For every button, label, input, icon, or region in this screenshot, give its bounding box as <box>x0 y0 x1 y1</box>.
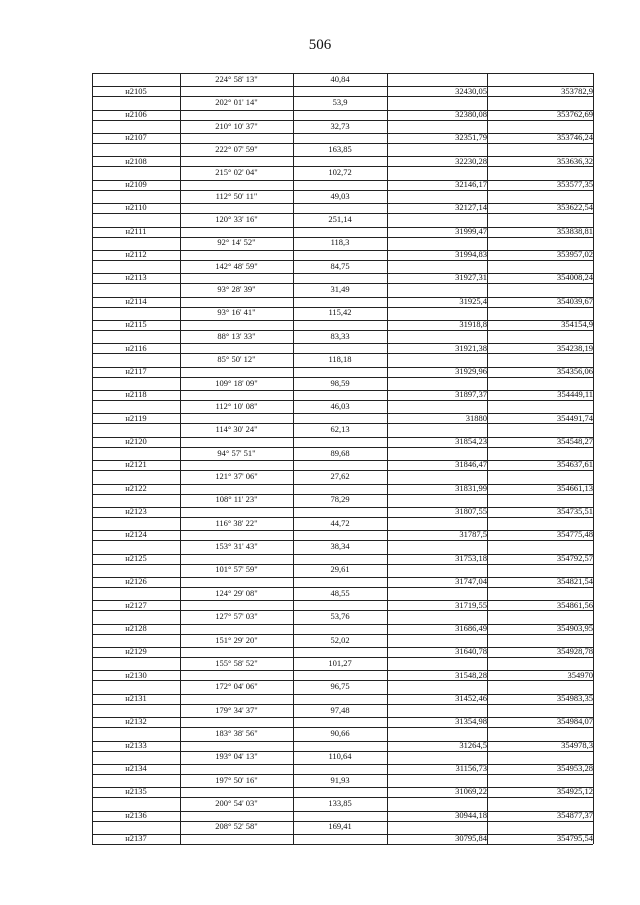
coordinate-y: 354637,61 <box>556 459 593 470</box>
coordinate-y: 353838,81 <box>556 225 593 236</box>
page-number: 506 <box>308 37 332 53</box>
coordinate-x: 31925,4 <box>459 295 487 306</box>
segment-length: 163,85 <box>328 143 352 154</box>
point-name: н2124 <box>125 529 147 540</box>
coordinate-x: 31753,18 <box>455 552 487 563</box>
point-name: н2128 <box>125 622 147 633</box>
segment-length: 84,75 <box>330 260 350 271</box>
coordinate-y: 353782,9 <box>561 85 593 96</box>
segment-length: 83,33 <box>330 330 350 341</box>
coordinate-y: 354953,28 <box>556 763 593 774</box>
coordinate-y: 354861,56 <box>556 599 593 610</box>
coordinate-x: 30944,18 <box>455 809 487 820</box>
direction-angle: 92° 14' 52" <box>217 237 256 248</box>
coordinate-y: 353636,32 <box>556 155 593 166</box>
coordinate-y: 354925,12 <box>556 786 593 797</box>
direction-angle: 224° 58' 13" <box>215 73 258 84</box>
direction-angle: 127° 57' 03" <box>215 611 258 622</box>
coordinate-y: 354356,06 <box>556 365 593 376</box>
direction-angle: 202° 01' 14" <box>215 97 258 108</box>
point-name: н2117 <box>125 365 147 376</box>
coordinate-y: 354238,19 <box>556 342 593 353</box>
segment-length: 91,93 <box>330 774 350 785</box>
direction-angle: 93° 16' 41" <box>217 307 256 318</box>
coordinate-y: 353577,35 <box>556 178 593 189</box>
point-name: н2107 <box>125 132 147 143</box>
segment-length: 38,34 <box>330 541 350 552</box>
coordinate-y: 354548,27 <box>556 435 593 446</box>
point-name: н2110 <box>125 202 147 213</box>
coordinate-x: 31994,83 <box>455 249 487 260</box>
coordinate-y: 354449,11 <box>557 389 593 400</box>
segment-length: 46,03 <box>330 400 350 411</box>
coordinate-x: 31999,47 <box>455 225 487 236</box>
coordinate-y: 354775,48 <box>556 529 593 540</box>
coordinate-x: 30795,84 <box>455 833 487 844</box>
direction-angle: 93° 28' 39" <box>217 284 256 295</box>
direction-angle: 179° 34' 37" <box>215 704 258 715</box>
direction-angle: 208° 52' 58" <box>215 821 258 832</box>
coordinate-x: 31787,5 <box>459 529 487 540</box>
coordinate-y: 354903,95 <box>556 622 593 633</box>
segment-length: 78,29 <box>330 494 350 505</box>
segment-length: 102,72 <box>328 167 352 178</box>
coordinate-y: 354154,9 <box>561 319 593 330</box>
table-row-rule <box>92 844 593 845</box>
point-name: н2136 <box>125 809 147 820</box>
coordinate-x: 32380,08 <box>455 108 487 119</box>
direction-angle: 114° 30' 24" <box>215 424 258 435</box>
point-name: н2111 <box>125 225 147 236</box>
segment-length: 96,75 <box>330 681 350 692</box>
coordinate-x: 32430,05 <box>455 85 487 96</box>
segment-length: 133,85 <box>328 798 352 809</box>
point-name: н2132 <box>125 716 147 727</box>
direction-angle: 151° 29' 20" <box>215 634 258 645</box>
point-name: н2129 <box>125 646 147 657</box>
segment-length: 53,9 <box>332 97 348 108</box>
coordinate-y: 354008,24 <box>556 272 593 283</box>
coordinate-x: 31929,96 <box>455 365 487 376</box>
direction-angle: 155° 58' 52" <box>215 657 258 668</box>
direction-angle: 94° 57' 51" <box>217 447 256 458</box>
direction-angle: 85° 50' 12" <box>217 354 256 365</box>
point-name: н2119 <box>125 412 147 423</box>
coordinate-x: 31686,49 <box>455 622 487 633</box>
direction-angle: 210° 10' 37" <box>215 120 258 131</box>
segment-length: 251,14 <box>328 214 352 225</box>
direction-angle: 121° 37' 06" <box>215 471 258 482</box>
point-name: н2135 <box>125 786 147 797</box>
segment-length: 97,48 <box>330 704 350 715</box>
coordinate-y: 354735,51 <box>556 506 593 517</box>
point-name: н2106 <box>125 108 147 119</box>
coordinate-x: 31927,31 <box>455 272 487 283</box>
coordinate-x: 32146,17 <box>455 178 487 189</box>
coordinate-x: 31880 <box>465 412 487 423</box>
coordinate-y: 354792,57 <box>556 552 593 563</box>
coordinate-y: 353622,54 <box>556 202 593 213</box>
coordinate-x: 31921,38 <box>455 342 487 353</box>
direction-angle: 120° 33' 16" <box>215 214 258 225</box>
point-name: н2131 <box>125 692 147 703</box>
direction-angle: 109° 18' 09" <box>215 377 258 388</box>
coordinates-table <box>92 73 593 844</box>
coordinate-x: 31807,55 <box>455 506 487 517</box>
direction-angle: 197° 50' 16" <box>215 774 258 785</box>
direction-angle: 200° 54' 03" <box>215 798 258 809</box>
coordinate-x: 31831,99 <box>455 482 487 493</box>
segment-length: 118,18 <box>328 354 352 365</box>
point-name: н2120 <box>125 435 147 446</box>
point-name: н2114 <box>125 295 147 306</box>
coordinate-y: 353957,02 <box>556 249 593 260</box>
point-name: н2112 <box>125 249 147 260</box>
point-name: н2137 <box>125 833 147 844</box>
coordinate-y: 354978,3 <box>561 739 593 750</box>
coordinate-y: 354928,78 <box>556 646 593 657</box>
coordinate-x: 31918,8 <box>459 319 487 330</box>
segment-length: 90,66 <box>330 728 350 739</box>
direction-angle: 108° 11' 23" <box>215 494 258 505</box>
direction-angle: 112° 10' 08" <box>215 400 258 411</box>
point-name: н2133 <box>125 739 147 750</box>
coordinate-y: 353762,69 <box>556 108 593 119</box>
segment-length: 169,41 <box>328 821 352 832</box>
direction-angle: 153° 31' 43" <box>215 541 258 552</box>
coordinate-x: 31719,55 <box>455 599 487 610</box>
point-name: н2134 <box>125 763 147 774</box>
coordinate-y: 353746,24 <box>556 132 593 143</box>
segment-length: 48,55 <box>330 587 350 598</box>
direction-angle: 142° 48' 59" <box>215 260 258 271</box>
coordinate-x: 31897,37 <box>455 389 487 400</box>
point-name: н2125 <box>125 552 147 563</box>
point-name: н2108 <box>125 155 147 166</box>
point-name: н2116 <box>125 342 147 353</box>
coordinate-y: 354821,54 <box>556 576 593 587</box>
coordinate-x: 31452,46 <box>455 692 487 703</box>
direction-angle: 116° 38' 22" <box>215 517 258 528</box>
coordinate-y: 354661,13 <box>556 482 593 493</box>
point-name: н2123 <box>125 506 147 517</box>
segment-length: 89,68 <box>330 447 350 458</box>
coordinate-x: 31264,5 <box>459 739 487 750</box>
direction-angle: 88° 13' 33" <box>217 330 256 341</box>
segment-length: 118,3 <box>330 237 350 248</box>
point-name: н2122 <box>125 482 147 493</box>
coordinate-x: 32127,14 <box>455 202 487 213</box>
direction-angle: 215° 02' 04" <box>215 167 258 178</box>
coordinate-x: 31156,73 <box>455 763 487 774</box>
coordinate-y: 354877,37 <box>556 809 593 820</box>
direction-angle: 124° 29' 08" <box>215 587 258 598</box>
direction-angle: 101° 57' 59" <box>215 564 258 575</box>
coordinate-x: 32351,79 <box>455 132 487 143</box>
direction-angle: 193° 04' 13" <box>215 751 258 762</box>
point-name: н2105 <box>125 85 147 96</box>
point-name: н2118 <box>125 389 147 400</box>
point-name: н2130 <box>125 669 147 680</box>
point-name: н2126 <box>125 576 147 587</box>
coordinate-x: 31747,04 <box>455 576 487 587</box>
coordinate-y: 354984,07 <box>556 716 593 727</box>
segment-length: 53,76 <box>330 611 350 622</box>
coordinate-x: 32230,28 <box>455 155 487 166</box>
direction-angle: 183° 38' 56" <box>215 728 258 739</box>
point-name: н2113 <box>125 272 147 283</box>
coordinate-y: 354970 <box>567 669 593 680</box>
coordinate-x: 31354,98 <box>455 716 487 727</box>
segment-length: 98,59 <box>330 377 350 388</box>
direction-angle: 112° 50' 11" <box>215 190 258 201</box>
coordinate-y: 354491,74 <box>556 412 593 423</box>
coordinate-x: 31640,78 <box>455 646 487 657</box>
segment-length: 32,73 <box>330 120 350 131</box>
coordinate-x: 31846,47 <box>455 459 487 470</box>
point-name: н2109 <box>125 178 147 189</box>
point-name: н2115 <box>125 319 147 330</box>
direction-angle: 222° 07' 59" <box>215 143 258 154</box>
segment-length: 27,62 <box>330 471 350 482</box>
coordinate-y: 354795,54 <box>556 833 593 844</box>
segment-length: 101,27 <box>328 657 352 668</box>
segment-length: 52,02 <box>330 634 350 645</box>
direction-angle: 172° 04' 06" <box>215 681 258 692</box>
segment-length: 29,61 <box>330 564 350 575</box>
segment-length: 31,49 <box>330 284 350 295</box>
segment-length: 110,64 <box>328 751 352 762</box>
coordinate-x: 31069,22 <box>455 786 487 797</box>
segment-length: 62,13 <box>330 424 350 435</box>
segment-length: 49,03 <box>330 190 350 201</box>
coordinate-x: 31548,28 <box>455 669 487 680</box>
coordinate-x: 31854,23 <box>455 435 487 446</box>
segment-length: 44,72 <box>330 517 350 528</box>
coordinate-y: 354039,67 <box>556 295 593 306</box>
segment-length: 115,42 <box>328 307 352 318</box>
table-column-rule <box>593 73 594 844</box>
segment-length: 40,84 <box>330 73 350 84</box>
point-name: н2127 <box>125 599 147 610</box>
coordinate-y: 354983,35 <box>556 692 593 703</box>
point-name: н2121 <box>125 459 147 470</box>
